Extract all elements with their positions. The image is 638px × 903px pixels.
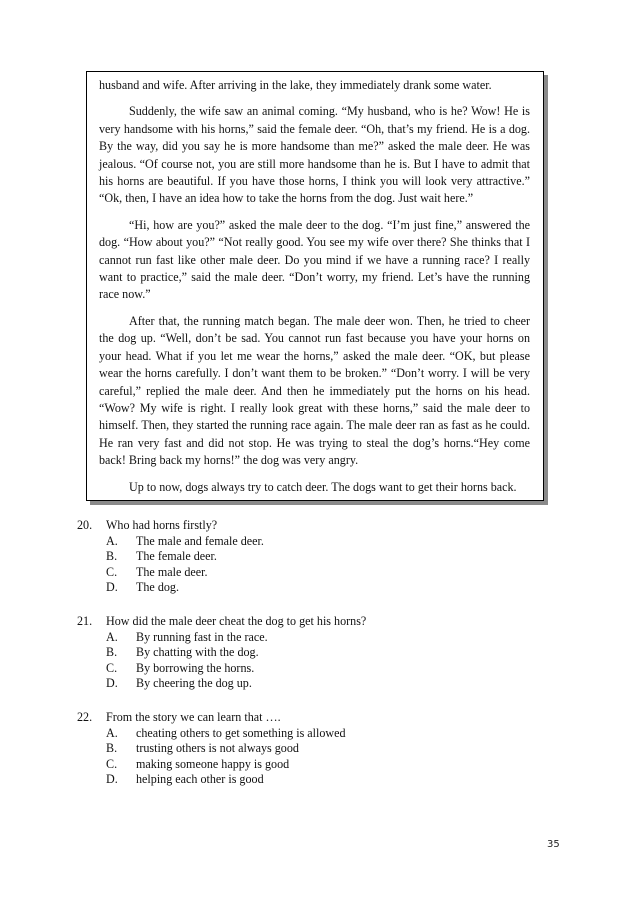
option-letter: D. bbox=[106, 580, 118, 595]
option-letter: A. bbox=[106, 533, 118, 548]
page-number: 35 bbox=[547, 839, 560, 850]
story-paragraph: “Hi, how are you?” asked the male deer to the dog. “I’m just fine,” answered the dog. “How about you?” “Not really good. You see my wife over there? She thinks that I cannot run fast like other male deer. Do you mind if we have a running race? I really want to practice,” said the male deer. “Don’t worry, my friend. Let’s have the running race now.” bbox=[99, 217, 530, 302]
story-paragraph: After that, the running match began. The male deer won. Then, he tried to cheer the dog up. “Well, don’t be sad. You cannot run fast because you have your horns on your head. What if you let me wear the horns,” asked the male deer. “OK, but please wear the horns carefully. I don’t want them to be broken.” “Don’t worry. I will be very careful,” replied the male deer. And then he immediately put the horns on his head. “Wow? My wife is right. I really look great with these horns,” said the male deer to himself. Then, they started the running race again. The male deer ran as fast as he could. He ran very fast and did not stop. He was trying to steal the dog’s horns.“Hey come back! Bring back my horns!” the dog was very angry. bbox=[99, 313, 530, 468]
story-text bbox=[99, 77, 530, 505]
question-21 bbox=[77, 614, 537, 692]
option-letter: C. bbox=[106, 564, 118, 579]
option-text: The male and female deer. bbox=[136, 533, 264, 548]
question-number: 22. bbox=[77, 709, 93, 724]
option-text: cheating others to get something is allowed bbox=[136, 725, 346, 740]
question-20 bbox=[77, 518, 537, 596]
option-letter: A. bbox=[106, 725, 118, 740]
question-22 bbox=[77, 710, 537, 788]
question-text: Who had horns firstly? bbox=[106, 518, 218, 532]
answer-option bbox=[77, 757, 537, 773]
option-letter: D. bbox=[106, 676, 118, 691]
question-number: 21. bbox=[77, 613, 93, 628]
story-paragraph: husband and wife. After arriving in the lake, they immediately drank some water. bbox=[99, 78, 492, 92]
option-letter: C. bbox=[106, 756, 118, 771]
answer-option bbox=[77, 565, 537, 581]
question-text: From the story we can learn that …. bbox=[106, 709, 281, 724]
option-text: By cheering the dog up. bbox=[136, 676, 252, 691]
answer-option bbox=[77, 772, 537, 788]
option-text: making someone happy is good bbox=[136, 756, 290, 771]
question-stem bbox=[77, 518, 537, 534]
option-letter: B. bbox=[106, 645, 118, 660]
answer-option bbox=[77, 661, 537, 677]
option-text: The dog. bbox=[136, 580, 179, 595]
option-text: By borrowing the horns. bbox=[136, 660, 255, 675]
option-letter: C. bbox=[106, 660, 118, 675]
story-paragraph: Suddenly, the wife saw an animal coming. “My husband, who is he? Wow! He is very handsome with his horns,” said the female deer. “Oh, that’s my friend. He is a dog. By the way, did you say he is more handsome than me?” asked the male deer. He was jealous. “Of course not, you are still more handsome than he is. But I have to admit that his horns are beautiful. If you have those horns, I think you will look very attractive.” “Ok, then, I have an idea how to take the horns from the dog. Just wait here.” bbox=[99, 104, 530, 206]
question-stem bbox=[77, 614, 537, 630]
option-text: helping each other is good bbox=[136, 772, 264, 787]
answer-option bbox=[77, 645, 537, 661]
question-stem bbox=[77, 710, 537, 726]
story-paragraph: Up to now, dogs always try to catch deer. The dogs want to get their horns back. bbox=[129, 479, 517, 494]
answer-option bbox=[77, 726, 537, 742]
option-text: By running fast in the race. bbox=[136, 629, 268, 644]
option-text: By chatting with the dog. bbox=[136, 645, 259, 660]
question-list bbox=[77, 518, 537, 806]
option-letter: B. bbox=[106, 549, 118, 564]
story-box bbox=[86, 71, 544, 501]
question-text: How did the male deer cheat the dog to get his horns? bbox=[106, 613, 367, 628]
option-letter: A. bbox=[106, 629, 118, 644]
answer-option bbox=[77, 534, 537, 550]
answer-option bbox=[77, 580, 537, 596]
answer-option bbox=[77, 630, 537, 646]
option-text: The male deer. bbox=[136, 564, 208, 579]
answer-option bbox=[77, 741, 537, 757]
option-letter: B. bbox=[106, 741, 118, 756]
option-text: The female deer. bbox=[136, 549, 217, 564]
question-number: 20. bbox=[77, 518, 93, 532]
answer-option bbox=[77, 549, 537, 565]
option-text: trusting others is not always good bbox=[136, 741, 299, 756]
option-letter: D. bbox=[106, 772, 118, 787]
answer-option bbox=[77, 676, 537, 692]
